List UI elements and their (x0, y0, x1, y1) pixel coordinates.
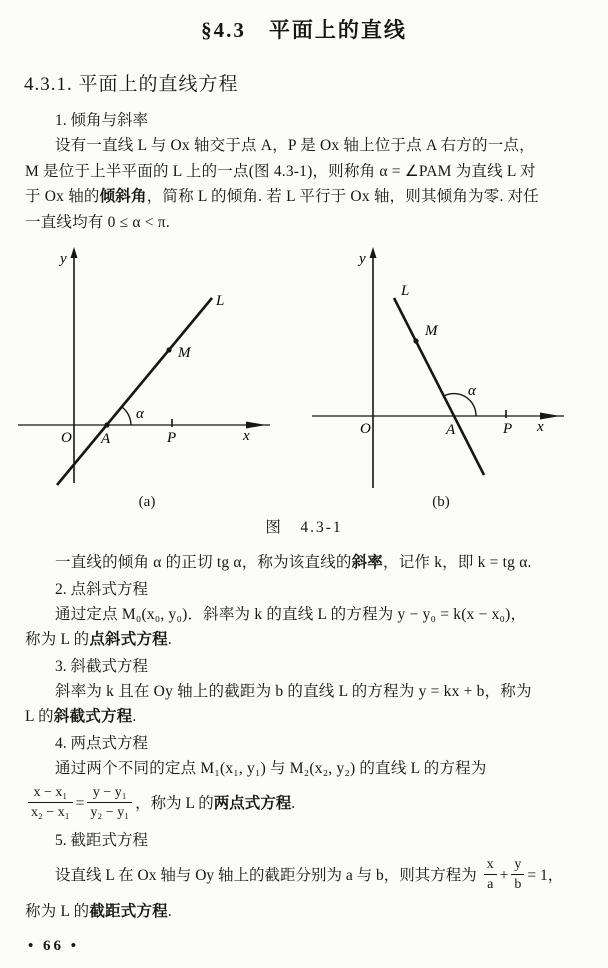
point-A (104, 422, 109, 427)
paragraph-line: M 是位于上半平面的 L 上的一点(图 4.3-1)，则称角 α = ∠PAM 为直线 L 对 (25, 162, 536, 180)
paragraph-text: ，称为 L 的 (135, 795, 214, 813)
fraction-denominator: y₂ − y₁ (90, 805, 130, 820)
label-x-axis: x (537, 419, 544, 435)
paragraph-line: 斜率为 k 且在 Oy 轴上的截距为 b 的直线 L 的方程为 y = kx + b，称为 (55, 682, 532, 700)
intercept-formula-line (55, 853, 608, 899)
label-origin: O (360, 421, 371, 437)
paragraph-text: 于 Ox 轴的 (25, 188, 100, 205)
page-title: §4.3 平面上的直线 (201, 18, 407, 42)
equals-sign: = (75, 795, 85, 813)
figure-a-sublabel: (a) (138, 494, 156, 510)
paragraph-text: = 1， (527, 867, 564, 885)
label-line-L: L (401, 283, 410, 299)
paragraph-text: ，记作 k，即 k = tg α. (383, 554, 532, 571)
figure-a (0, 243, 294, 511)
fraction-numerator: y (511, 856, 524, 875)
paragraph-text: 称为 L 的 (25, 631, 90, 648)
figure-4-3-1 (0, 243, 608, 511)
paragraph-text: . (291, 795, 296, 813)
item-heading-1: 1. 倾角与斜率 (55, 112, 149, 129)
fraction (511, 856, 524, 893)
paragraph-line (25, 899, 608, 925)
figure-b (294, 243, 588, 511)
label-x-axis: x (243, 428, 250, 444)
label-angle-alpha: α (468, 383, 476, 399)
paragraph-text: 一直线的倾角 α 的正切 tg α，称为该直线的 (55, 554, 352, 571)
figure-caption: 图 4.3-1 (265, 519, 343, 536)
paragraph-line (25, 627, 608, 653)
paragraph-text: . (167, 903, 172, 920)
item-heading-5: 5. 截距式方程 (55, 832, 149, 849)
point-M (166, 347, 171, 352)
bold-term-point-slope-form: 点斜式方程 (89, 631, 168, 648)
figure-b-sublabel: (b) (432, 494, 450, 510)
label-point-P: P (167, 430, 177, 446)
paragraph-line (25, 704, 608, 730)
paragraph-line: 通过两个不同的定点 M₁(x₁, y₁) 与 M₂(x₂, y₂) 的直线 L 的方程为 (55, 759, 487, 777)
paragraph-line (25, 184, 608, 210)
label-point-A: A (101, 431, 111, 447)
paragraph-line: 一直线均有 0 ≤ α < π. (25, 213, 170, 231)
label-line-L: L (216, 293, 225, 309)
two-point-formula (25, 781, 608, 827)
paragraph-line (25, 550, 608, 576)
figure-a-plot (12, 243, 282, 493)
item-heading-2: 2. 点斜式方程 (55, 580, 149, 598)
label-origin: O (61, 430, 72, 446)
paragraph-text: . (167, 631, 172, 648)
angle-arc (122, 407, 131, 425)
paragraph-text: 设直线 L 在 Ox 轴与 Oy 轴上的截距分别为 a 与 b，则其方程为 (55, 867, 477, 885)
fraction (87, 784, 132, 821)
fraction-denominator: b (514, 877, 522, 892)
label-point-A: A (446, 422, 456, 438)
item-heading-3: 3. 斜截式方程 (55, 657, 149, 675)
y-axis-arrow-icon (71, 247, 78, 258)
paragraph-text: 设有一直线 L 与 Ox 轴交于点 A，P 是 Ox 轴上位于点 A 右方的一点， (55, 137, 535, 154)
bold-term-slope-intercept-form: 斜截式方程 (53, 708, 133, 725)
paragraph-text: 称为 L 的 (25, 903, 90, 920)
item-heading-4: 4. 两点式方程 (55, 734, 149, 752)
label-y-axis: y (60, 251, 67, 267)
line-L (57, 298, 212, 485)
label-point-M: M (178, 345, 191, 361)
fraction-numerator: x − x₁ (28, 784, 73, 803)
paragraph-line: 通过定点 M₀(x₀, y₀)．斜率为 k 的直线 L 的方程为 y − y₀ = k(x − x₀)， (55, 605, 527, 623)
fraction-numerator: y − y₁ (87, 784, 132, 803)
bold-term-slope: 斜率 (351, 554, 384, 571)
label-y-axis: y (359, 251, 366, 267)
point-M (413, 338, 418, 343)
label-angle-alpha: α (136, 406, 144, 422)
y-axis-arrow-icon (370, 247, 377, 258)
bold-term-two-point-form: 两点式方程 (213, 795, 292, 813)
fraction-numerator: x (484, 856, 497, 875)
plus-sign: + (499, 867, 509, 885)
bold-term-inclination-angle: 倾斜角 (99, 188, 147, 205)
label-point-P: P (503, 421, 513, 437)
paragraph-text: L 的 (25, 708, 54, 725)
bold-term-intercept-form: 截距式方程 (89, 903, 168, 920)
fraction-denominator: x₂ − x₁ (31, 805, 70, 820)
label-point-M: M (425, 323, 438, 339)
page-number: • 66 • (28, 938, 80, 954)
fraction-denominator: a (487, 877, 494, 892)
fraction (28, 784, 73, 821)
figure-b-plot (306, 243, 576, 493)
fraction (484, 856, 497, 893)
paragraph-text: ，简称 L 的倾角. 若 L 平行于 Ox 轴，则其倾角为零. 对任 (146, 188, 539, 205)
section-heading: 4.3.1. 平面上的直线方程 (24, 74, 239, 95)
paragraph-text: . (132, 708, 137, 725)
paragraph-line (25, 133, 608, 159)
